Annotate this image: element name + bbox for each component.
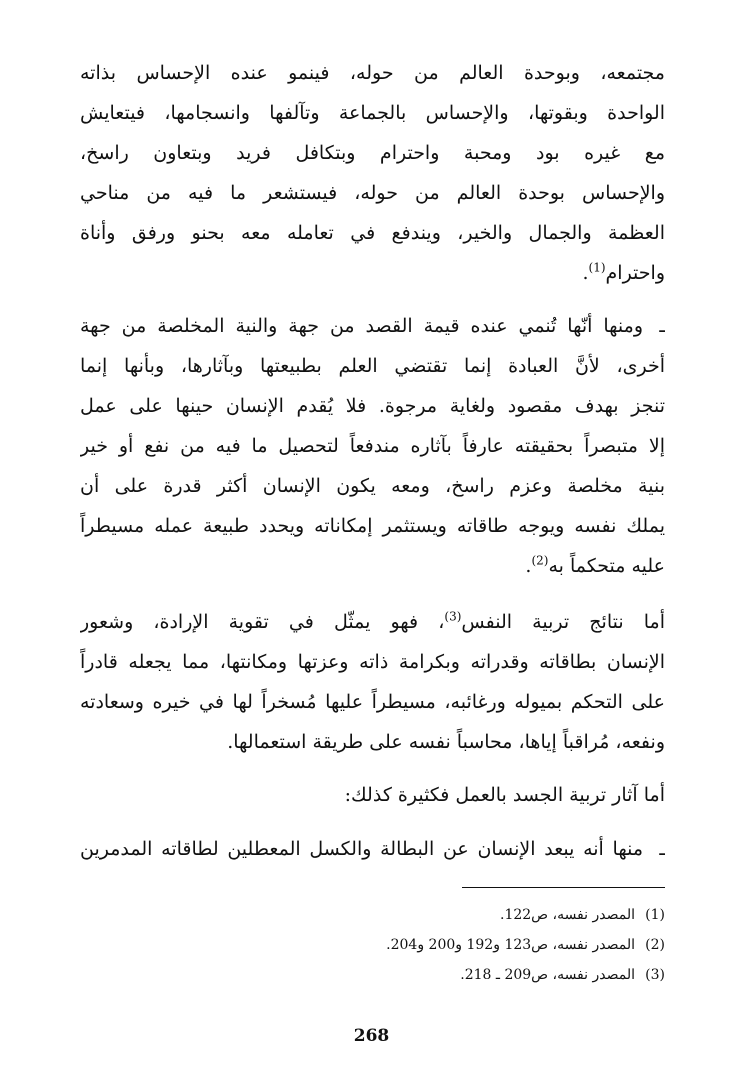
footnote-number: (2) bbox=[645, 937, 665, 953]
footnote-separator bbox=[462, 887, 665, 888]
paragraph-line: مع غيره بود ومحبة واحترام وبتكافل فريد وبتعاون راسخ، bbox=[80, 142, 665, 164]
paragraph-line: أخرى، لأنَّ العبادة إنما تقتضي العلم بطبيعتها وبآثارها، وبأنها إنما bbox=[80, 355, 665, 377]
paragraph-line: بنية مخلصة وعزم راسخ، ومعه يكون الإنسان أكثر قدرة على أن bbox=[80, 475, 665, 497]
paragraph-line: إلا متبصراً بحقيقته عارفاً بآثاره مندفعاً لتحصيل ما فيه من نفع أو خير bbox=[80, 435, 665, 457]
page-number: 268 bbox=[353, 1026, 390, 1046]
paragraph-line: ونفعه، مُراقباً إياها، محاسباً نفسه على طريقة استعمالها. bbox=[227, 731, 665, 753]
paragraph-line bbox=[80, 602, 665, 642]
paragraph-line: على التحكم بميوله ورغائبه، مسيطراً عليها مُسخراً لها في خيره وسعادته bbox=[80, 691, 665, 713]
bullet-line bbox=[80, 829, 665, 869]
period: . bbox=[582, 262, 589, 284]
footnote-ref-3[interactable]: (3) bbox=[444, 609, 462, 624]
footnote-ref-1[interactable]: (1) bbox=[588, 260, 606, 275]
line-text: عليه متحكماً به bbox=[548, 555, 665, 577]
paragraph-line: تنجز بهدف مقصود ولغاية مرجوة. فلا يُقدم الإنسان حينها على عمل bbox=[80, 395, 665, 417]
paragraph-line bbox=[80, 546, 665, 586]
footnote-3 bbox=[125, 961, 665, 989]
footnote-1 bbox=[125, 901, 665, 929]
paragraph-line: والإحساس بوحدة العالم من حوله، فيستشعر ما فيه من مناحي bbox=[80, 182, 665, 204]
footnote-number: (3) bbox=[645, 967, 665, 983]
period: . bbox=[525, 555, 532, 577]
paragraph-line bbox=[80, 253, 665, 293]
bullet-line bbox=[80, 306, 665, 346]
footnote-2 bbox=[125, 931, 665, 959]
paragraph-line: أما آثار تربية الجسد بالعمل فكثيرة كذلك: bbox=[344, 784, 665, 806]
line-text: منها أنه يبعد الإنسان عن البطالة والكسل المعطلين لطاقاته المدمرين bbox=[80, 838, 643, 860]
bullet-dash: ـ bbox=[659, 315, 665, 337]
footnote-ref-2[interactable]: (2) bbox=[531, 553, 549, 568]
paragraph-line: مجتمعه، وبوحدة العالم من حوله، فينمو عنده الإحساس بذاته bbox=[80, 62, 665, 84]
paragraph-line: العظمة والجمال والخير، ويندفع في تعامله معه بحنو ورفق وأناة bbox=[80, 222, 665, 244]
footnote-text: المصدر نفسه، ص122. bbox=[499, 907, 635, 923]
line-text: أما نتائج تربية النفس bbox=[461, 611, 665, 633]
paragraph-line: الواحدة وبقوتها، والإحساس بالجماعة وتآلفها وانسجامها، فيتعايش bbox=[80, 102, 665, 124]
bullet-dash: ـ bbox=[659, 838, 665, 860]
footnote-text: المصدر نفسه، ص209 ـ 218. bbox=[460, 967, 635, 983]
paragraph-line: يملك نفسه ويوجه طاقاته ويستثمر إمكاناته ويحدد طبيعة عمله مسيطراً bbox=[80, 515, 665, 537]
line-text: ومنها أنّها تُنمي عنده قيمة القصد من جهة والنية المخلصة من جهة bbox=[80, 315, 643, 337]
line-text: ، فهو يمثّل في تقوية الإرادة، وشعور bbox=[80, 611, 445, 633]
line-text: واحترام bbox=[605, 262, 665, 284]
paragraph-line: الإنسان بطاقاته وقدراته وبكرامة ذاته وعزتها ومكانتها، مما يجعله قادراً bbox=[80, 651, 665, 673]
footnote-text: المصدر نفسه، ص123 و192 و200 و204. bbox=[386, 937, 635, 953]
footnote-number: (1) bbox=[645, 907, 665, 923]
